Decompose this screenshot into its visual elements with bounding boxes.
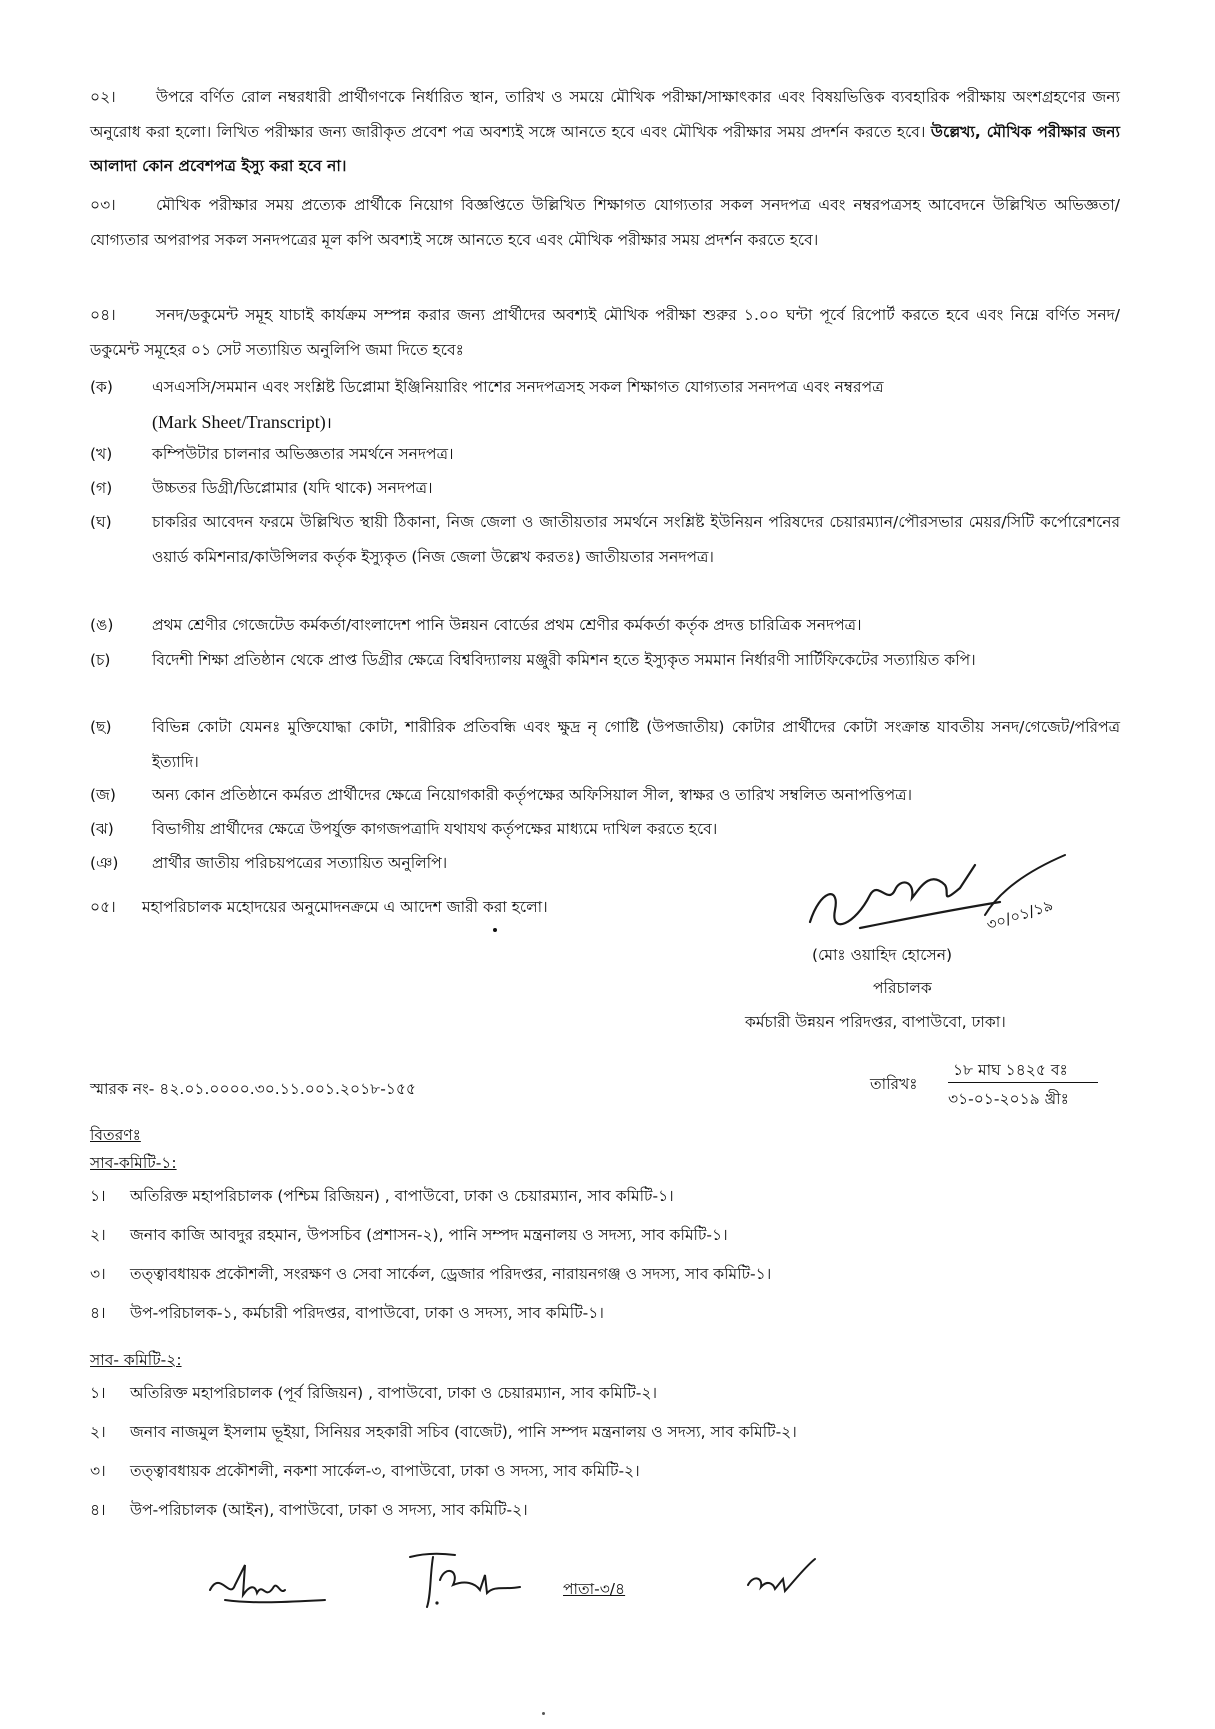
paragraph-text: মৌখিক পরীক্ষার সময় প্রত্যেক প্রার্থীকে নিয়োগ বিজ্ঞপ্তিতে উল্লিখিত শিক্ষাগত যোগ্যতার সকল সনদপত্র এবং নম্বরপত্রসহ আবেদনে উল্লিখিত অভিজ্ঞতা/যোগ্যতার অপরাপর সকল সনদপত্রের মূল কপি অবশ্যই সঙ্গে আনতে হবে এবং মৌখিক পরীক্ষার সময় প্রদর্শন করতে হবে। xyxy=(90,196,1120,249)
list-item-text: তত্ত্বাবধায়ক প্রকৌশলী, সংরক্ষণ ও সেবা সার্কেল, ড্রেজার পরিদপ্তর, নারায়নগঞ্জ ও সদস্য, সাব কমিটি-১। xyxy=(130,1265,772,1283)
signatory-office: কর্মচারী উন্নয়ন পরিদপ্তর, বাপাউবো, ঢাকা। xyxy=(745,1013,1006,1031)
item-label: (ক) xyxy=(90,378,113,396)
list-item-text: জনাব নাজমুল ইসলাম ভূইয়া, সিনিয়র সহকারী সচিব (বাজেট), পানি সম্পদ মন্ত্রনালয় ও সদস্য, সাব কমিটি-২। xyxy=(130,1423,797,1441)
document-item-gha xyxy=(90,505,1120,574)
paragraph-number: ০৫। xyxy=(90,898,116,916)
list-item-number: ৩। xyxy=(90,1265,106,1283)
item-text: বিভাগীয় প্রার্থীদের ক্ষেত্রে উপর্যুক্ত কাগজপত্রাদি যথাযথ কর্তৃপক্ষের মাধ্যমে দাখিল করতে হবে। xyxy=(152,820,718,838)
paragraph-text: উপরে বর্ণিত রোল নম্বরধারী প্রার্থীগণকে নির্ধারিত স্থান, তারিখ ও সময়ে মৌখিক পরীক্ষা/সাক্ষাৎকার এবং বিষয়ভিত্তিক ব্যবহারিক পরীক্ষায় অংশগ্রহণের জন্য অনুরোধ করা হলো। লিখিত পরীক্ষার জন্য জারীকৃত প্রবেশ পত্র অবশ্যই সঙ্গে আনতে হবে এবং মৌখিক পরীক্ষার সময় প্রদর্শন করতে হবে। xyxy=(90,88,1120,141)
paragraph-number: ০৪। xyxy=(90,306,116,324)
list-item xyxy=(90,1262,1120,1286)
item-text: বিভিন্ন কোটা যেমনঃ মুক্তিযোদ্ধা কোটা, শারীরিক প্রতিবন্ধি এবং ক্ষুদ্র নৃ গোষ্টি (উপজাতীয়) কোটার প্রার্থীদের কোটা সংক্রান্ত যাবতীয় সনদ/গেজেট/পরিপত্র ইত্যাদি। xyxy=(152,718,1120,771)
item-label: (ঝ) xyxy=(90,820,114,838)
list-item-number: ২। xyxy=(90,1423,106,1441)
document-item-ga xyxy=(90,471,1120,506)
item-label: (খ) xyxy=(90,445,113,463)
date-english: ৩১-০১-২০১৯ খ্রীঃ xyxy=(948,1090,1069,1108)
list-item-text: তত্ত্বাবধায়ক প্রকৌশলী, নকশা সার্কেল-৩, বাপাউবো, ঢাকা ও সদস্য, সাব কমিটি-২। xyxy=(130,1462,640,1480)
paragraph-text: সনদ/ডকুমেন্ট সমূহ যাচাই কার্যক্রম সম্পন্ন করার জন্য প্রার্থীদের অবশ্যই মৌখিক পরীক্ষা শুরুর ১.০০ ঘন্টা পূর্বে রিপোর্ট করতে হবে এবং নিম্নে বর্ণিত সনদ/ডকুমেন্ট সমূহের ০১ সেট সত্যায়িত অনুলিপি জমা দিতে হবেঃ xyxy=(90,306,1120,359)
item-text-english: (Mark Sheet/Transcript) xyxy=(152,411,326,432)
subcommittee-1-title: সাব-কমিটি-১: xyxy=(90,1154,177,1172)
paragraph-02 xyxy=(90,80,1120,184)
document-item-chha xyxy=(90,710,1120,779)
item-text: কম্পিউটার চালনার অভিজ্ঞতার সমর্থনে সনদপত্র। xyxy=(152,445,454,463)
subcommittee-2-title: সাব- কমিটি-২: xyxy=(90,1351,182,1369)
signatory-name: (মোঃ ওয়াহিদ হোসেন) xyxy=(812,946,953,964)
list-item xyxy=(90,1498,1120,1522)
paragraph-number: ০২। xyxy=(90,88,116,106)
document-item-uma xyxy=(90,608,1120,643)
document-item-jha xyxy=(90,812,1120,847)
item-label: (ঙ) xyxy=(90,616,114,634)
list-item-number: ১। xyxy=(90,1384,106,1402)
list-item-number: ৪। xyxy=(90,1501,106,1519)
document-item-cha xyxy=(90,643,1120,678)
dot-mark xyxy=(493,928,497,932)
initials-signature-2 xyxy=(405,1545,535,1615)
list-item-text: অতিরিক্ত মহাপরিচালক (পশ্চিম রিজিয়ন) , বাপাউবো, ঢাকা ও চেয়ারম্যান, সাব কমিটি-১। xyxy=(130,1187,674,1205)
scan-speck xyxy=(542,1712,545,1715)
page-number: পাতা-৩/৪ xyxy=(563,1580,626,1598)
item-label: (জ) xyxy=(90,786,116,804)
list-item-number: ৩। xyxy=(90,1462,106,1480)
paragraph-04 xyxy=(90,298,1120,367)
list-item xyxy=(90,1420,1120,1444)
list-item xyxy=(90,1301,1120,1325)
list-item-text: উপ-পরিচালক-১, কর্মচারী পরিদপ্তর, বাপাউবো, ঢাকা ও সদস্য, সাব কমিটি-১। xyxy=(130,1304,604,1322)
document-item-ja xyxy=(90,778,1120,813)
item-text: এসএসসি/সমমান এবং সংশ্লিষ্ট ডিপ্লোমা ইঞ্জিনিয়ারিং পাশের সনদপত্রসহ সকল শিক্ষাগত যোগ্যতার সনদপত্র এবং নম্বরপত্র xyxy=(152,378,884,396)
initials-signature-3 xyxy=(743,1555,823,1600)
paragraph-03 xyxy=(90,188,1120,257)
document-item-ka xyxy=(90,370,1120,440)
date-divider xyxy=(948,1082,1098,1083)
item-text: বিদেশী শিক্ষা প্রতিষ্ঠান থেকে প্রাপ্ত ডিগ্রীর ক্ষেত্রে বিশ্ববিদ্যালয় মঞ্জুরী কমিশন হতে ইস্যুকৃত সমমান নির্ধারণী সার্টিফিকেটের সত্যায়িত কপি। xyxy=(152,651,976,669)
date-bangla: ১৮ মাঘ ১৪২৫ বঃ xyxy=(953,1061,1068,1079)
list-item xyxy=(90,1184,1120,1208)
list-item-number: ২। xyxy=(90,1226,106,1244)
list-item-number: ১। xyxy=(90,1187,106,1205)
distribution-heading: বিতরণঃ xyxy=(90,1126,141,1144)
signature-main xyxy=(800,850,1080,940)
memo-reference: স্মারক নং- ৪২.০১.০০০০.৩০.১১.০০১.২০১৮-১৫৫ xyxy=(90,1080,416,1098)
list-item xyxy=(90,1223,1120,1247)
signatory-designation: পরিচালক xyxy=(873,979,932,997)
item-text: প্রার্থীর জাতীয় পরিচয়পত্রের সত্যায়িত অনুলিপি। xyxy=(152,854,448,872)
list-item-text: অতিরিক্ত মহাপরিচালক (পূর্ব রিজিয়ন) , বাপাউবো, ঢাকা ও চেয়ারম্যান, সাব কমিটি-২। xyxy=(130,1384,657,1402)
item-label: (ঘ) xyxy=(90,513,112,531)
paragraph-bold-note: উল্লেখ্য, মৌখিক পরীক্ষার জন্য আলাদা কোন প্রবেশপত্র ইস্যু করা হবে না। xyxy=(90,122,1120,175)
item-text: উচ্চতর ডিগ্রী/ডিপ্লোমার (যদি থাকে) সনদপত্র। xyxy=(152,479,433,497)
signature-handwritten-date: ৩০/০১/১৯ xyxy=(984,895,1056,935)
item-text: অন্য কোন প্রতিষ্ঠানে কর্মরত প্রার্থীদের ক্ষেত্রে নিয়োগকারী কর্তৃপক্ষের অফিসিয়াল সীল, স্বাক্ষর ও তারিখ সম্বলিত অনাপত্তিপত্র। xyxy=(152,786,913,804)
item-label: (ঞ) xyxy=(90,854,119,872)
paragraph-text: মহাপরিচালক মহোদয়ের অনুমোদনক্রমে এ আদেশ জারী করা হলো। xyxy=(142,898,548,916)
document-item-kha xyxy=(90,437,1120,472)
item-label: (ছ) xyxy=(90,718,112,736)
item-suffix: । xyxy=(325,413,332,432)
list-item-number: ৪। xyxy=(90,1304,106,1322)
list-item-text: উপ-পরিচালক (আইন), বাপাউবো, ঢাকা ও সদস্য, সাব কমিটি-২। xyxy=(130,1501,528,1519)
paragraph-number: ০৩। xyxy=(90,196,116,214)
item-label: (চ) xyxy=(90,651,111,669)
initials-signature-1 xyxy=(205,1560,335,1610)
list-item xyxy=(90,1381,1120,1405)
item-text: প্রথম শ্রেণীর গেজেটেড কর্মকর্তা/বাংলাদেশ পানি উন্নয়ন বোর্ডের প্রথম শ্রেণীর কর্মকর্তা কর্তৃক প্রদত্ত চারিত্রিক সনদপত্র। xyxy=(152,616,862,634)
list-item xyxy=(90,1459,1120,1483)
date-label: তারিখঃ xyxy=(870,1075,918,1093)
item-text: চাকরির আবেদন ফরমে উল্লিখিত স্থায়ী ঠিকানা, নিজ জেলা ও জাতীয়তার সমর্থনে সংশ্লিষ্ট ইউনিয়ন পরিষদের চেয়ারম্যান/পৌরসভার মেয়র/সিটি কর্পোরেশনের ওয়ার্ড কমিশনার/কাউন্সিলর কর্তৃক ইস্যুকৃত (নিজ জেলা উল্লেখ করতঃ) জাতীয়তার সনদপত্র। xyxy=(152,513,1120,566)
list-item-text: জনাব কাজি আবদুর রহমান, উপসচিব (প্রশাসন-২), পানি সম্পদ মন্ত্রনালয় ও সদস্য, সাব কমিটি-১। xyxy=(130,1226,728,1244)
item-label: (গ) xyxy=(90,479,113,497)
